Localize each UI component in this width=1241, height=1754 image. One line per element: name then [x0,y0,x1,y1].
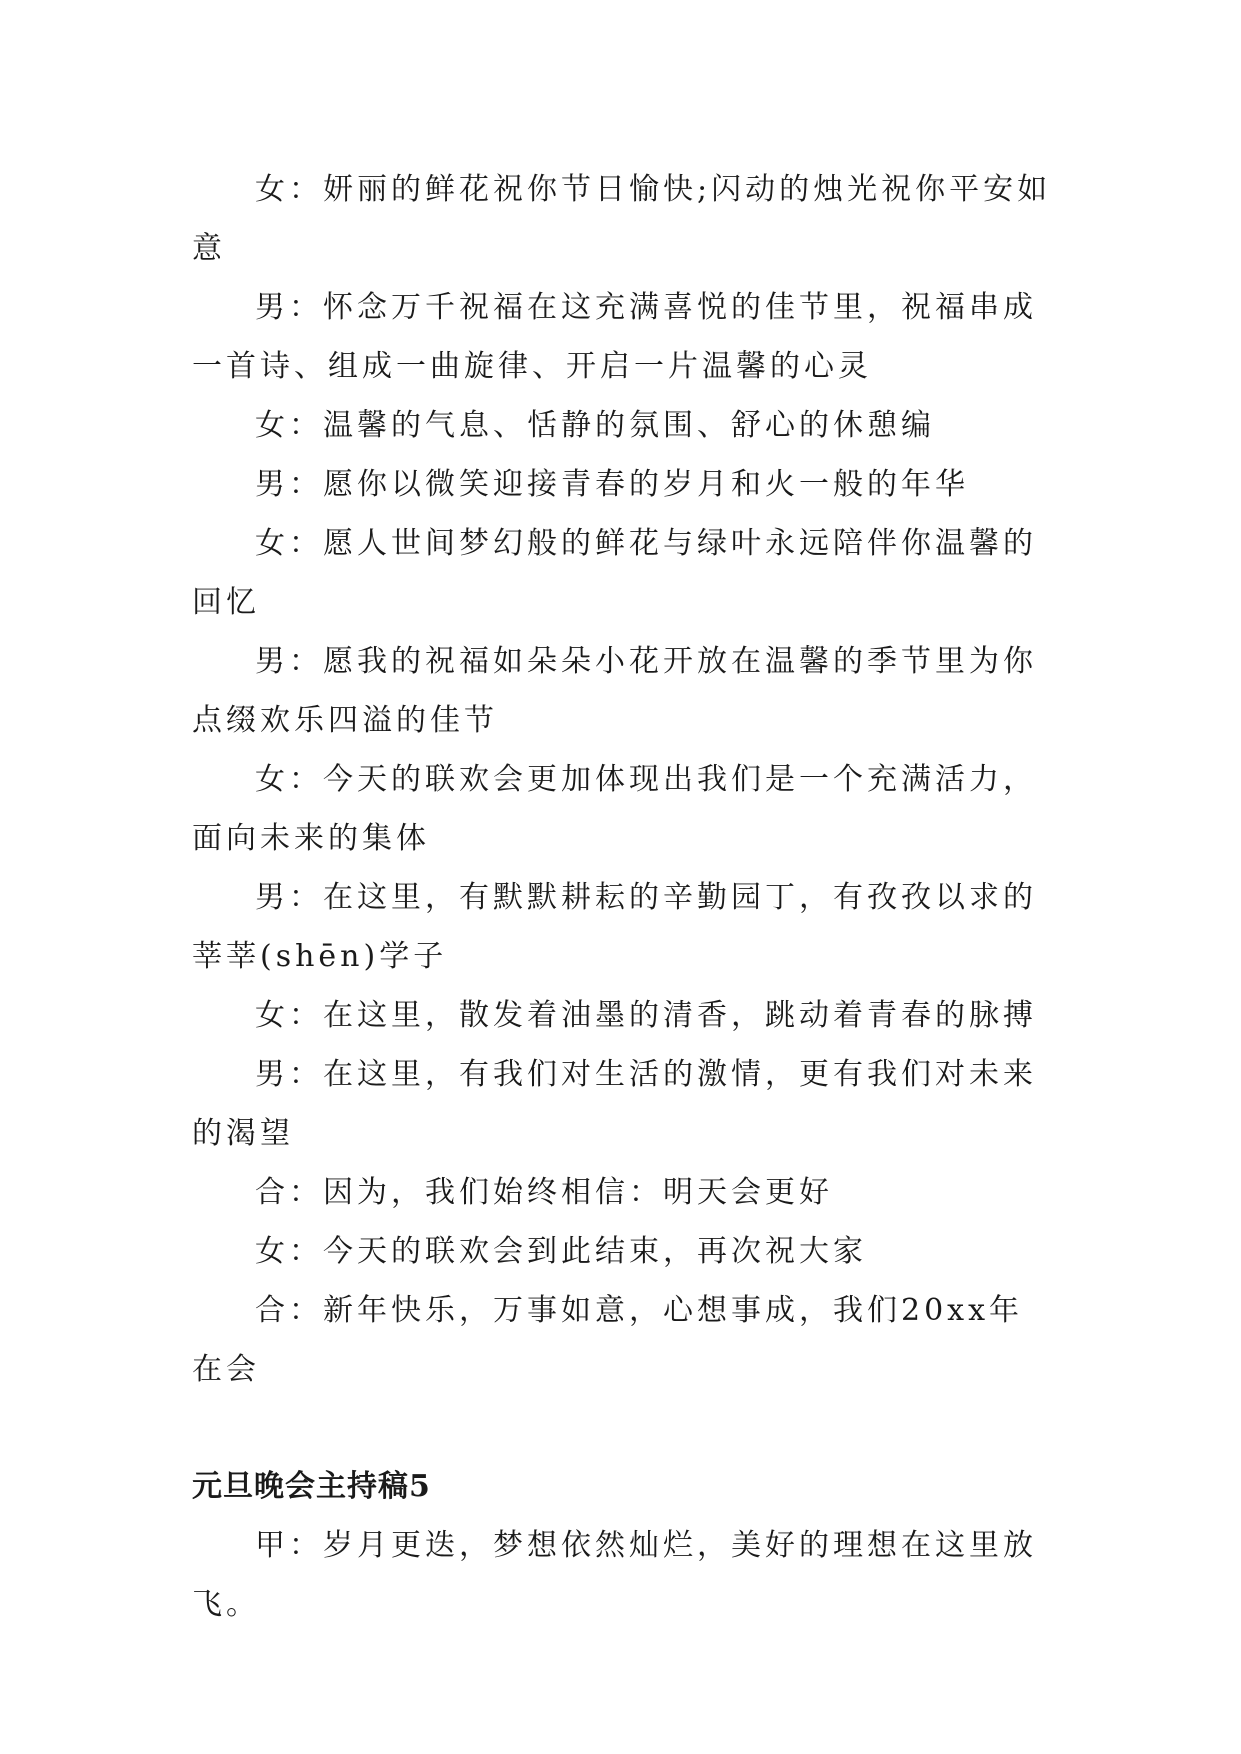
dialogue-line: 男：怀念万千祝福在这充满喜悦的佳节里，祝福串成一首诗、组成一曲旋律、开启一片温馨的心灵 [192,290,1037,384]
dialogue-line: 女：在这里，散发着油墨的清香，跳动着青春的脉搏 [255,998,1037,1033]
dialogue-line: 合：新年快乐，万事如意，心想事成，我们20xx年在会 [192,1293,1024,1387]
dialogue-line: 男：在这里，有默默耕耘的辛勤园丁，有孜孜以求的莘莘(shēn)学子 [192,880,1037,974]
document-page [192,160,1052,1634]
dialogue-line: 女：温馨的气息、恬静的氛围、舒心的休憩编 [255,408,935,443]
dialogue-line: 女：愿人世间梦幻般的鲜花与绿叶永远陪伴你温馨的回忆 [192,526,1037,620]
dialogue-line: 男：愿我的祝福如朵朵小花开放在温馨的季节里为你点缀欢乐四溢的佳节 [192,644,1037,738]
dialogue-line: 男：愿你以微笑迎接青春的岁月和火一般的年华 [255,467,969,502]
dialogue-line: 女：今天的联欢会到此结束，再次祝大家 [255,1234,867,1269]
dialogue-line: 合：因为，我们始终相信：明天会更好 [255,1175,833,1210]
dialogue-line: 女：今天的联欢会更加体现出我们是一个充满活力，面向未来的集体 [192,762,1037,856]
dialogue-line: 男：在这里，有我们对生活的激情，更有我们对未来的渴望 [192,1057,1037,1151]
section-heading: 元旦晚会主持稿5 [192,1469,431,1504]
dialogue-line: 甲：岁月更迭，梦想依然灿烂，美好的理想在这里放飞。 [192,1528,1037,1622]
dialogue-line: 女：妍丽的鲜花祝你节日愉快;闪动的烛光祝你平安如意 [192,172,1052,266]
